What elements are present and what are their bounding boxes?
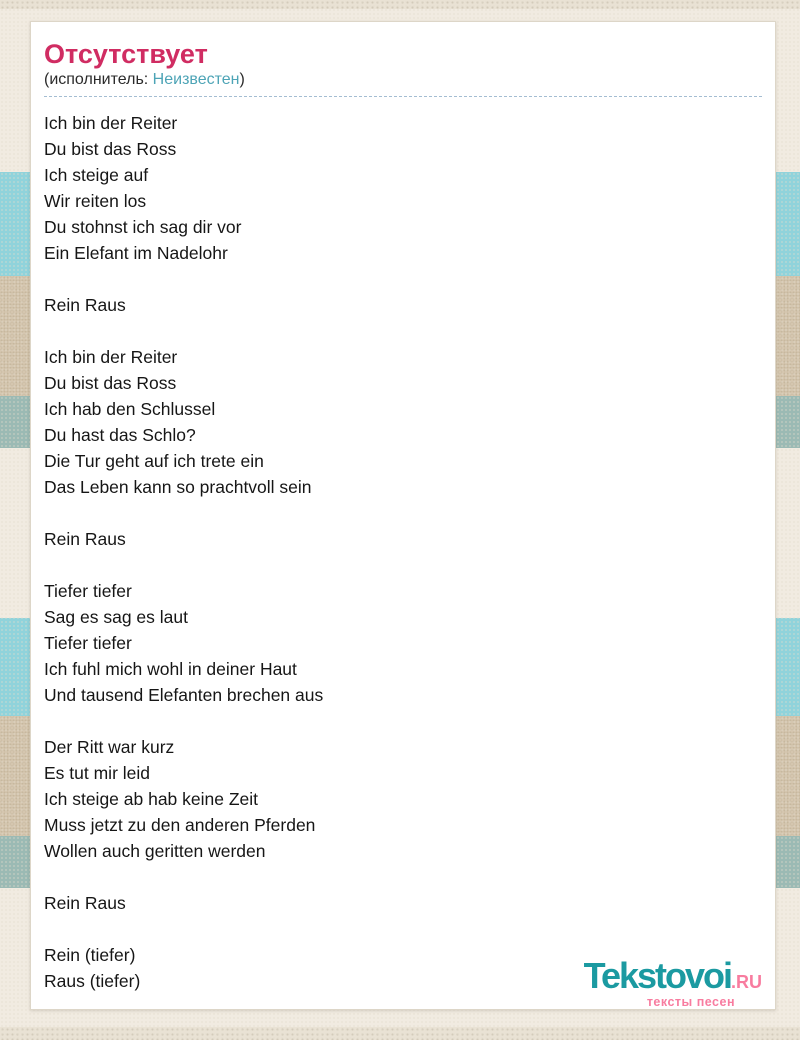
- lyric-line: Tiefer tiefer: [44, 633, 132, 653]
- lyric-line: Das Leben kann so prachtvoll sein: [44, 477, 312, 497]
- lyric-line: Ein Elefant im Nadelohr: [44, 243, 228, 263]
- lyric-line: Ich hab den Schlussel: [44, 399, 216, 419]
- lyric-line: Ich steige auf: [44, 165, 149, 185]
- lyric-line: Du stohnst ich sag dir vor: [44, 217, 242, 237]
- lyric-line: Du bist das Ross: [44, 373, 177, 393]
- lyric-line: Muss jetzt zu den anderen Pferden: [44, 815, 316, 835]
- site-logo-tld[interactable]: .RU: [731, 972, 762, 992]
- lyric-line: Ich bin der Reiter: [44, 347, 178, 367]
- lyric-line: Es tut mir leid: [44, 763, 150, 783]
- lyric-line: Ich steige ab hab keine Zeit: [44, 789, 259, 809]
- lyric-line: Wollen auch geritten werden: [44, 841, 266, 861]
- stanza-gap: [44, 864, 762, 890]
- site-logo[interactable]: [583, 955, 762, 1009]
- stanza-gap: [44, 708, 762, 734]
- lyric-line: Wir reiten los: [44, 191, 147, 211]
- top-texture-band: [0, 0, 800, 9]
- stanza-gap: [44, 318, 762, 344]
- lyric-line: Raus (tiefer): [44, 971, 141, 991]
- lyric-line: Und tausend Elefanten brechen aus: [44, 685, 324, 705]
- stanza-gap: [44, 552, 762, 578]
- lyric-line: Ich fuhl mich wohl in deiner Haut: [44, 659, 297, 679]
- lyric-line: Ich bin der Reiter: [44, 113, 178, 133]
- song-title: Отсутствует: [44, 39, 208, 69]
- stanza-gap: [44, 266, 762, 292]
- lyric-line: Tiefer tiefer: [44, 581, 132, 601]
- bottom-texture-band: [0, 1027, 800, 1040]
- lyric-line: Rein Raus: [44, 893, 126, 913]
- site-logo-brand[interactable]: Tekstovoi: [583, 955, 731, 996]
- lyric-line: Sag es sag es laut: [44, 607, 188, 627]
- lyric-line: Du hast das Schlo?: [44, 425, 196, 445]
- stanza-gap: [44, 916, 762, 942]
- artist-label-close: ): [239, 71, 245, 88]
- lyric-line: Die Tur geht auf ich trete ein: [44, 451, 264, 471]
- artist-label: (исполнитель:: [44, 71, 153, 88]
- lyrics: [44, 110, 762, 994]
- artist-line: [44, 69, 762, 97]
- lyric-line: Der Ritt war kurz: [44, 737, 175, 757]
- content-card: [30, 21, 776, 1010]
- lyric-line: Rein Raus: [44, 295, 126, 315]
- lyric-line: Du bist das Ross: [44, 139, 177, 159]
- lyric-line: Rein (tiefer): [44, 945, 136, 965]
- stanza-gap: [44, 500, 762, 526]
- site-logo-tagline: тексты песен: [646, 995, 735, 1009]
- artist-link[interactable]: Неизвестен: [152, 71, 240, 88]
- lyric-line: Rein Raus: [44, 529, 126, 549]
